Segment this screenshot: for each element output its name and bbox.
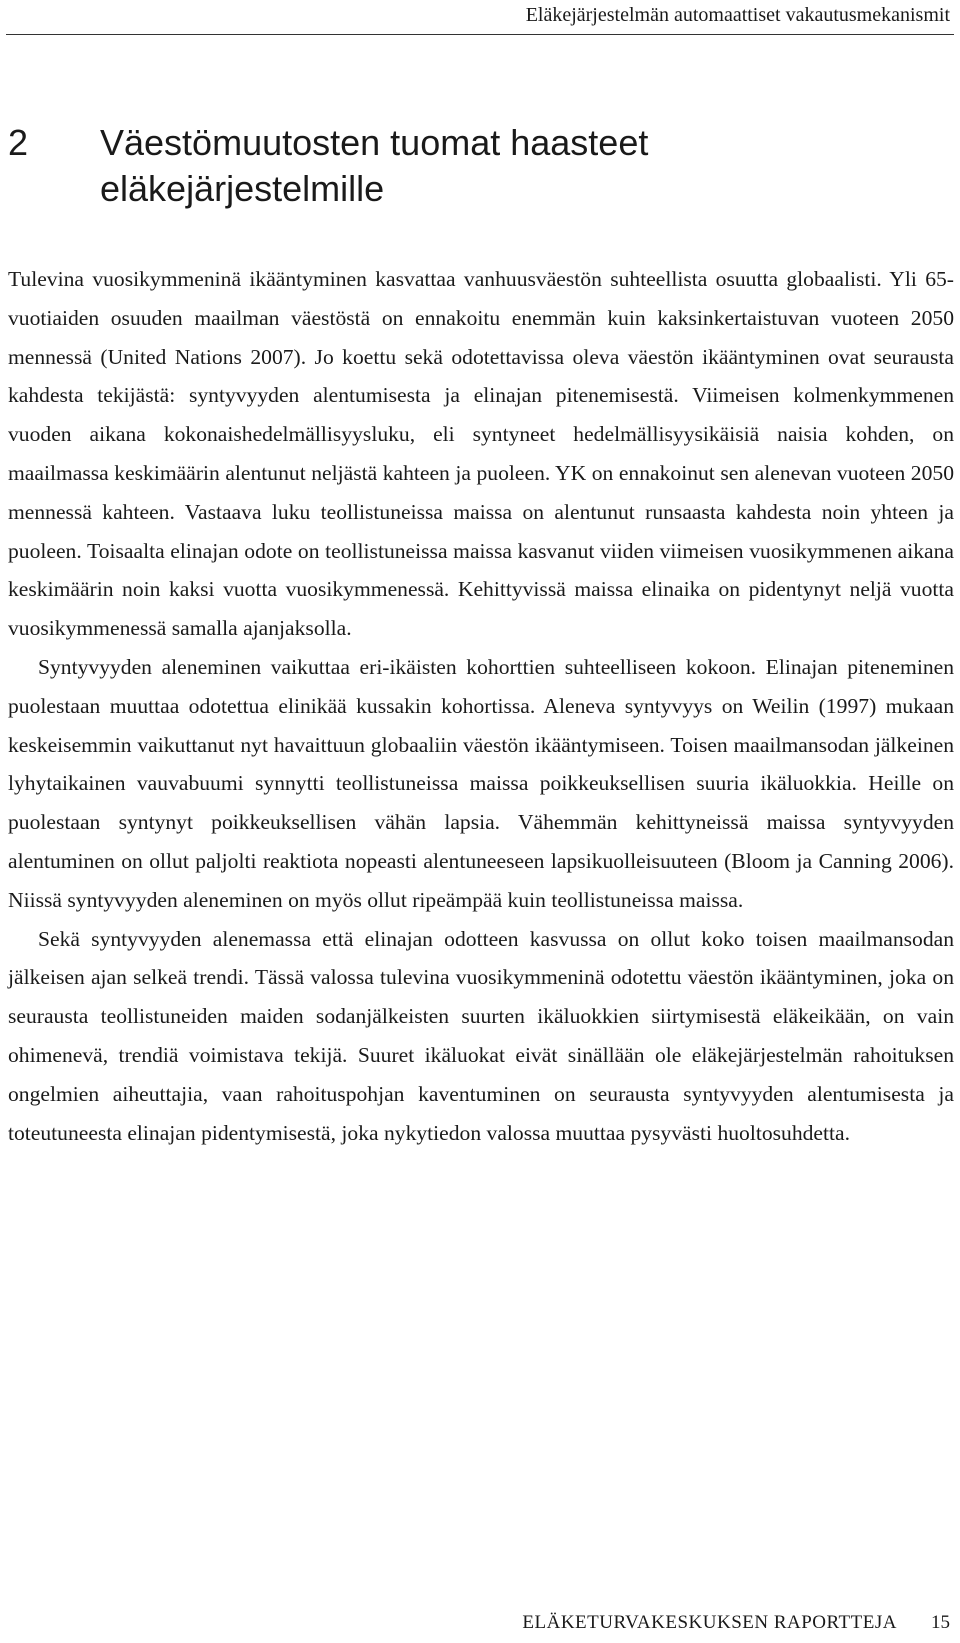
report-series-label: ELÄKETURVAKESKUKSEN RAPORTTEJA <box>522 1612 897 1633</box>
paragraph-2: Syntyvyyden aleneminen vaikuttaa eri-ikäisten kohorttien suhteelliseen kokoon. Elinajan piteneminen puolestaan muuttaa odotettua elinikää kussakin kohortissa. Aleneva syntyvyys on Weilin (1997) mukaan keskeisemmin vaikuttanut nyt havaittuun globaaliin väestön ikääntymiseen. Toisen maailmansodan jälkeinen lyhytaikainen vauvabuumi synnytti teollistuneissa maissa poikkeuksellisen suuria ikäluokkia. Heille on puolestaan syntynyt poikkeuksellisen vähän lapsia. Vähemmän kehittyneissä maissa syntyvyyden alentuminen on ollut paljolti reaktiota nopeasti alentuneeseen lapsikuolleisuuteen (Bloom ja Canning 2006). Niissä syntyvyyden aleneminen on myös ollut ripeämpää kuin teollistuneissa maissa. <box>8 654 954 912</box>
page-number: 15 <box>931 1612 950 1633</box>
body-text <box>8 260 954 1152</box>
chapter-number: 2 <box>8 122 29 163</box>
running-footer <box>522 1612 950 1634</box>
running-header: Eläkejärjestelmän automaattiset vakautusmekanismit <box>525 4 950 26</box>
paragraph-1: Tulevina vuosikymmeninä ikääntyminen kasvattaa vanhuusväestön suhteellista osuutta globaalisti. Yli 65-vuotiaiden osuuden maailman väestöstä on ennakoitu enemmän kuin kaksinkertaistuvan vuoteen 2050 mennessä (United Nations 2007). Jo koettu sekä odotettavissa oleva väestön ikääntyminen ovat seurausta kahdesta tekijästä: syntyvyyden alentumisesta ja elinajan pitenemisestä. Viimeisen kolmenkymmenen vuoden aikana kokonaishedelmällisyysluku, eli syntyneet hedelmällisyysikäisiä naisia kohden, on maailmassa keskimäärin alentunut neljästä kahteen ja puoleen. YK on ennakoinut sen alenevan vuoteen 2050 mennessä kahteen. Vastaava luku teollistuneissa maissa on alentunut runsaasta kahdesta noin yhteen ja puoleen. Toisaalta elinajan odote on teollistuneissa maissa kasvanut viiden viimeisen vuosikymmenen aikana keskimäärin noin kaksi vuotta vuosikymmenessä. Kehittyvissä maissa elinaika on pidentynyt neljä vuotta vuosikymmenessä samalla ajanjaksolla. <box>8 267 954 641</box>
chapter-heading <box>8 120 928 212</box>
paragraph-3: Sekä syntyvyyden alenemassa että elinajan odotteen kasvussa on ollut koko toisen maailmansodan jälkeisen ajan selkeä trendi. Tässä valossa tulevina vuosikymmeninä odotettu väestön ikääntyminen, joka on seurausta teollistuneiden maiden sodanjälkeisten suurten ikäluokkien siirtymisestä eläkeikään, on vain ohimenevä, trendiä voimistava tekijä. Suuret ikäluokat eivät sinällään ole eläkejärjestelmän rahoituksen ongelmien aiheuttajia, vaan rahoituspohjan kaventuminen on seurausta syntyvyyden alentumisesta ja toteutuneesta elinajan pidentymisestä, joka nykytiedon valossa muuttaa pysyvästi huoltosuhdetta. <box>8 926 954 1145</box>
header-divider <box>6 34 954 35</box>
chapter-title: Väestömuutosten tuomat haasteet eläkejärjestelmille <box>100 122 649 210</box>
